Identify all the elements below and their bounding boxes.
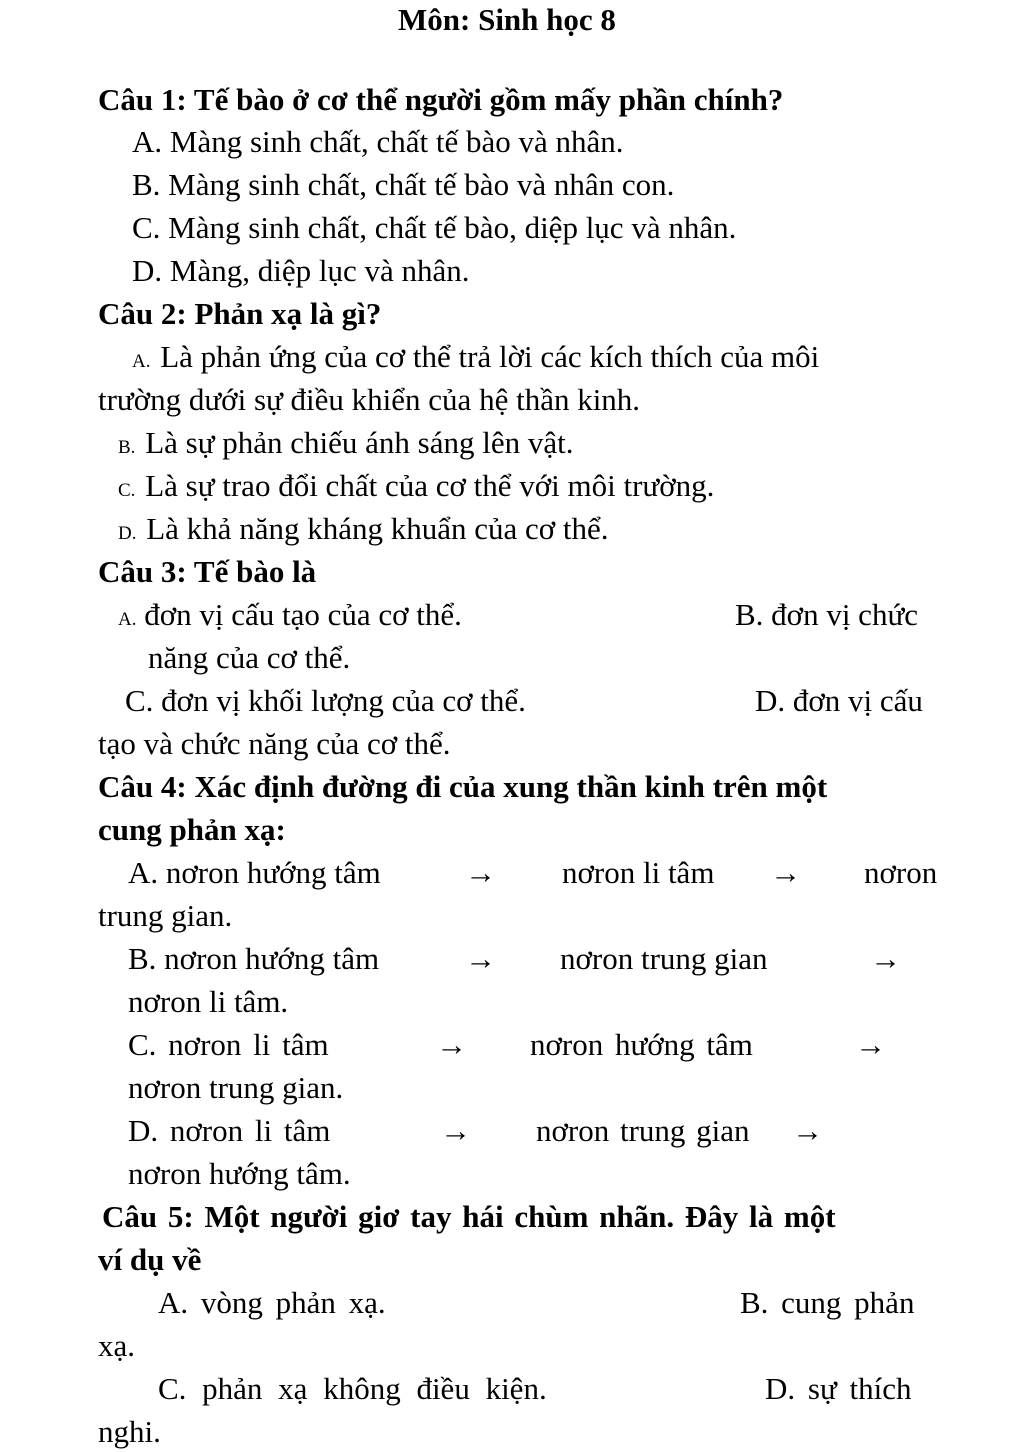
option-text: Là phản ứng của cơ thể trả lời các kích thích của môi: [160, 339, 820, 374]
question-1-option-d[interactable]: D. Màng, diệp lục và nhân.: [132, 253, 470, 288]
subject-title: Môn: Sinh học 8: [398, 2, 616, 37]
arrow-icon: →: [870, 941, 901, 976]
question-5-title: Câu 5: Một người giơ tay hái chùm nhãn. Đây là một: [102, 1199, 836, 1234]
question-5-option-c[interactable]: C. phản xạ không điều kiện.: [158, 1371, 547, 1406]
question-1-title: Câu 1: Tế bào ở cơ thể người gồm mấy phần chính?: [98, 82, 784, 117]
arrow-icon: →: [440, 1113, 471, 1148]
question-4-option-c-continued: nơron trung gian.: [128, 1070, 344, 1105]
arrow-icon: →: [770, 855, 801, 890]
question-4-option-d-part-2: nơron trung gian: [536, 1113, 750, 1148]
question-3-option-d-continued: tạo và chức năng của cơ thể.: [98, 726, 451, 761]
question-4-option-d[interactable]: D. nơron li tâm: [128, 1113, 331, 1148]
arrow-icon: →: [465, 855, 496, 890]
question-4-option-a[interactable]: A. nơron hướng tâm: [128, 855, 381, 890]
question-2-option-b[interactable]: [118, 423, 573, 468]
question-3-option-a[interactable]: [118, 595, 462, 640]
question-4-option-c-part-2: nơron hướng tâm: [530, 1027, 753, 1062]
question-4-option-b-part-2: nơron trung gian: [560, 941, 768, 976]
question-3-option-b-continued: năng của cơ thể.: [148, 640, 351, 675]
option-letter: C.: [118, 480, 136, 501]
question-5-title-continued: ví dụ về: [98, 1242, 202, 1277]
question-1-option-b[interactable]: B. Màng sinh chất, chất tế bào và nhân con.: [132, 167, 675, 202]
option-letter: A.: [118, 609, 137, 630]
question-3-option-d[interactable]: D. đơn vị cấu: [755, 683, 923, 718]
question-5-option-a[interactable]: A. vòng phản xạ.: [158, 1285, 386, 1320]
question-4-option-a-part-3: nơron: [864, 855, 938, 890]
question-4-option-c[interactable]: C. nơron li tâm: [128, 1027, 329, 1062]
question-3-option-c[interactable]: C. đơn vị khối lượng của cơ thể.: [125, 683, 526, 718]
arrow-icon: →: [855, 1027, 886, 1062]
question-4-title: Câu 4: Xác định đường đi của xung thần kinh trên một: [98, 769, 828, 804]
question-4-option-b-continued: nơron li tâm.: [128, 984, 289, 1019]
question-4-option-a-continued: trung gian.: [98, 898, 233, 933]
question-1-option-a[interactable]: A. Màng sinh chất, chất tế bào và nhân.: [132, 124, 624, 159]
option-letter: B.: [118, 437, 136, 458]
option-letter: D.: [118, 523, 137, 544]
question-5-option-d[interactable]: D. sự thích: [765, 1371, 912, 1406]
question-1-option-c[interactable]: C. Màng sinh chất, chất tế bào, diệp lục và nhân.: [132, 210, 737, 245]
question-5-option-b-continued: xạ.: [98, 1328, 136, 1363]
option-text: đơn vị cấu tạo của cơ thể.: [144, 597, 462, 632]
option-text: Là sự trao đổi chất của cơ thể với môi trường.: [145, 468, 715, 503]
option-text: Là khả năng kháng khuẩn của cơ thể.: [146, 511, 609, 546]
option-text: Là sự phản chiếu ánh sáng lên vật.: [145, 425, 574, 460]
question-4-option-b[interactable]: B. nơron hướng tâm: [128, 941, 380, 976]
arrow-icon: →: [465, 941, 496, 976]
question-2-option-c[interactable]: [118, 466, 714, 511]
question-2-title: Câu 2: Phản xạ là gì?: [98, 296, 382, 331]
question-4-title-continued: cung phản xạ:: [98, 812, 286, 847]
question-4-option-a-part-2: nơron li tâm: [562, 855, 715, 890]
arrow-icon: →: [792, 1113, 823, 1148]
question-3-title: Câu 3: Tế bào là: [98, 554, 317, 589]
question-4-option-d-continued: nơron hướng tâm.: [128, 1156, 351, 1191]
question-3-option-b[interactable]: B. đơn vị chức: [735, 597, 919, 632]
question-2-option-a-continued: trường dưới sự điều khiển của hệ thần kinh.: [98, 382, 641, 417]
question-2-option-a[interactable]: [132, 337, 819, 382]
question-5-option-d-continued: nghi.: [98, 1414, 161, 1449]
question-5-option-b[interactable]: B. cung phản: [740, 1285, 915, 1320]
option-letter: A.: [132, 351, 151, 372]
question-2-option-d[interactable]: [118, 509, 609, 554]
arrow-icon: →: [436, 1027, 467, 1062]
